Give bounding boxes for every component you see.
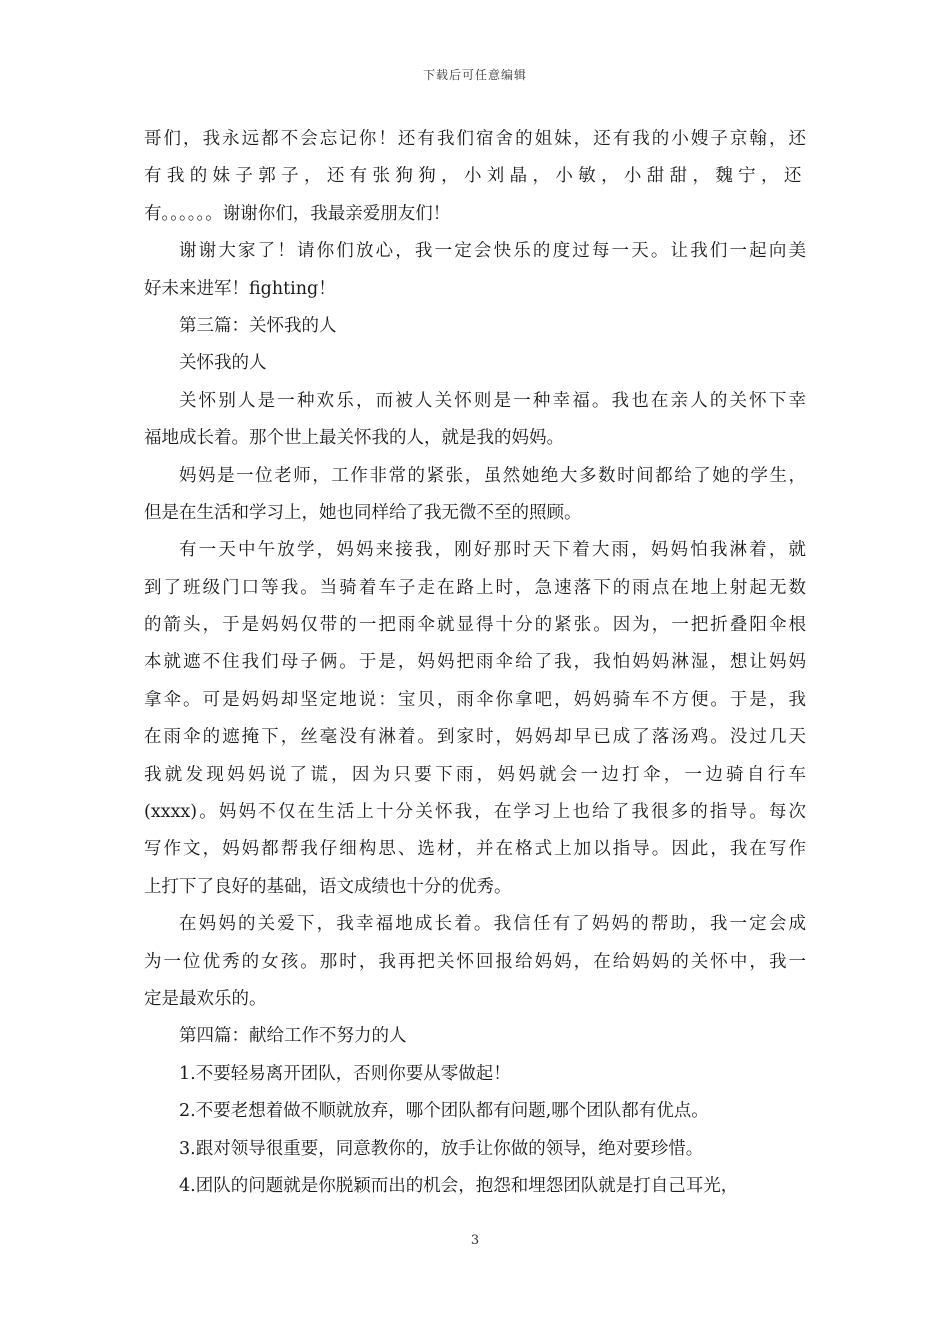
text-line: 但是在生活和学习上，她也同样给了我无微不至的照顾。 [144, 502, 582, 523]
text-line: 有我的妹子郭子，还有张狗狗，小刘晶，小敏，小甜甜，魏宁，还 [144, 166, 806, 187]
text-line: 妈妈是一位老师，工作非常的紧张，虽然她绝大多数时间都给了她的学生， [179, 465, 806, 486]
text-line: 上打下了良好的基础，语文成绩也十分的优秀。 [144, 876, 512, 897]
text-line: 我就发现妈妈说了谎，因为只要下雨，妈妈就会一边打伞，一边骑自行车 [144, 764, 806, 785]
list-item: 2.不要老想着做不顺就放弃，哪个团队都有问题,哪个团队都有优点。 [179, 1101, 709, 1122]
text-line: 有一天中午放学，妈妈来接我，刚好那时天下着大雨，妈妈怕我淋着，就 [179, 540, 806, 561]
text-line: 定是最欢乐的。 [144, 988, 267, 1009]
text-line: 在雨伞的遮掩下，丝毫没有淋着。到家时，妈妈却早已成了落汤鸡。没过几天 [144, 727, 806, 748]
text-line: 为一位优秀的女孩。那时，我再把关怀回报给妈妈，在给妈妈的关怀中，我一 [144, 951, 806, 972]
section-heading: 第四篇：献给工作不努力的人 [179, 1026, 407, 1047]
text-line: 拿伞。可是妈妈却坚定地说：宝贝，雨伞你拿吧，妈妈骑车不方便。于是，我 [144, 689, 806, 710]
text-line: 关怀别人是一种欢乐，而被人关怀则是一种幸福。我也在亲人的关怀下幸 [179, 390, 806, 411]
text-line: 到了班级门口等我。当骑着车子走在路上时，急速落下的雨点在地上射起无数 [144, 577, 806, 598]
list-item: 4.团队的问题就是你脱颖而出的机会，抱怨和埋怨团队就是打自己耳光， [179, 1175, 739, 1196]
text-line: 在妈妈的关爱下，我幸福地成长着。我信任有了妈妈的帮助，我一定会成 [179, 914, 806, 935]
document-body [144, 121, 806, 1205]
text-line: (xxxx)。妈妈不仅在生活上十分关怀我，在学习上也给了我很多的指导。每次 [144, 802, 806, 823]
section-heading: 第三篇：关怀我的人 [179, 315, 337, 336]
text-line: 谢谢大家了！请你们放心，我一定会快乐的度过每一天。让我们一起向美 [179, 241, 806, 262]
text-line: 有。。。。。。谢谢你们，我最亲爱朋友们！ [144, 203, 451, 224]
page-header: 下载后可任意编辑 [422, 68, 527, 82]
text-line: 福地成长着。那个世上最关怀我的人，就是我的妈妈。 [144, 428, 564, 449]
text-line: 写作文，妈妈都帮我仔细构思、选材，并在格式上加以指导。因此，我在写作 [144, 839, 806, 860]
text-line: 本就遮不住我们母子俩。于是，妈妈把雨伞给了我，我怕妈妈淋湿，想让妈妈 [144, 652, 806, 673]
text-line: 好未来进军！fighting！ [144, 278, 336, 299]
list-item: 1.不要轻易离开团队，否则你要从零做起！ [179, 1063, 511, 1084]
text-line: 哥们，我永远都不会忘记你！还有我们宿舍的姐妹，还有我的小嫂子京翰，还 [144, 129, 806, 149]
text-line: 的箭头，于是妈妈仅带的一把雨伞就显得十分的紧张。因为，一把折叠阳伞根 [144, 615, 806, 636]
article-title: 关怀我的人 [179, 353, 267, 374]
list-item: 3.跟对领导很重要，同意教你的，放手让你做的领导，绝对要珍惜。 [179, 1138, 704, 1159]
page-number: 3 [470, 1233, 480, 1248]
